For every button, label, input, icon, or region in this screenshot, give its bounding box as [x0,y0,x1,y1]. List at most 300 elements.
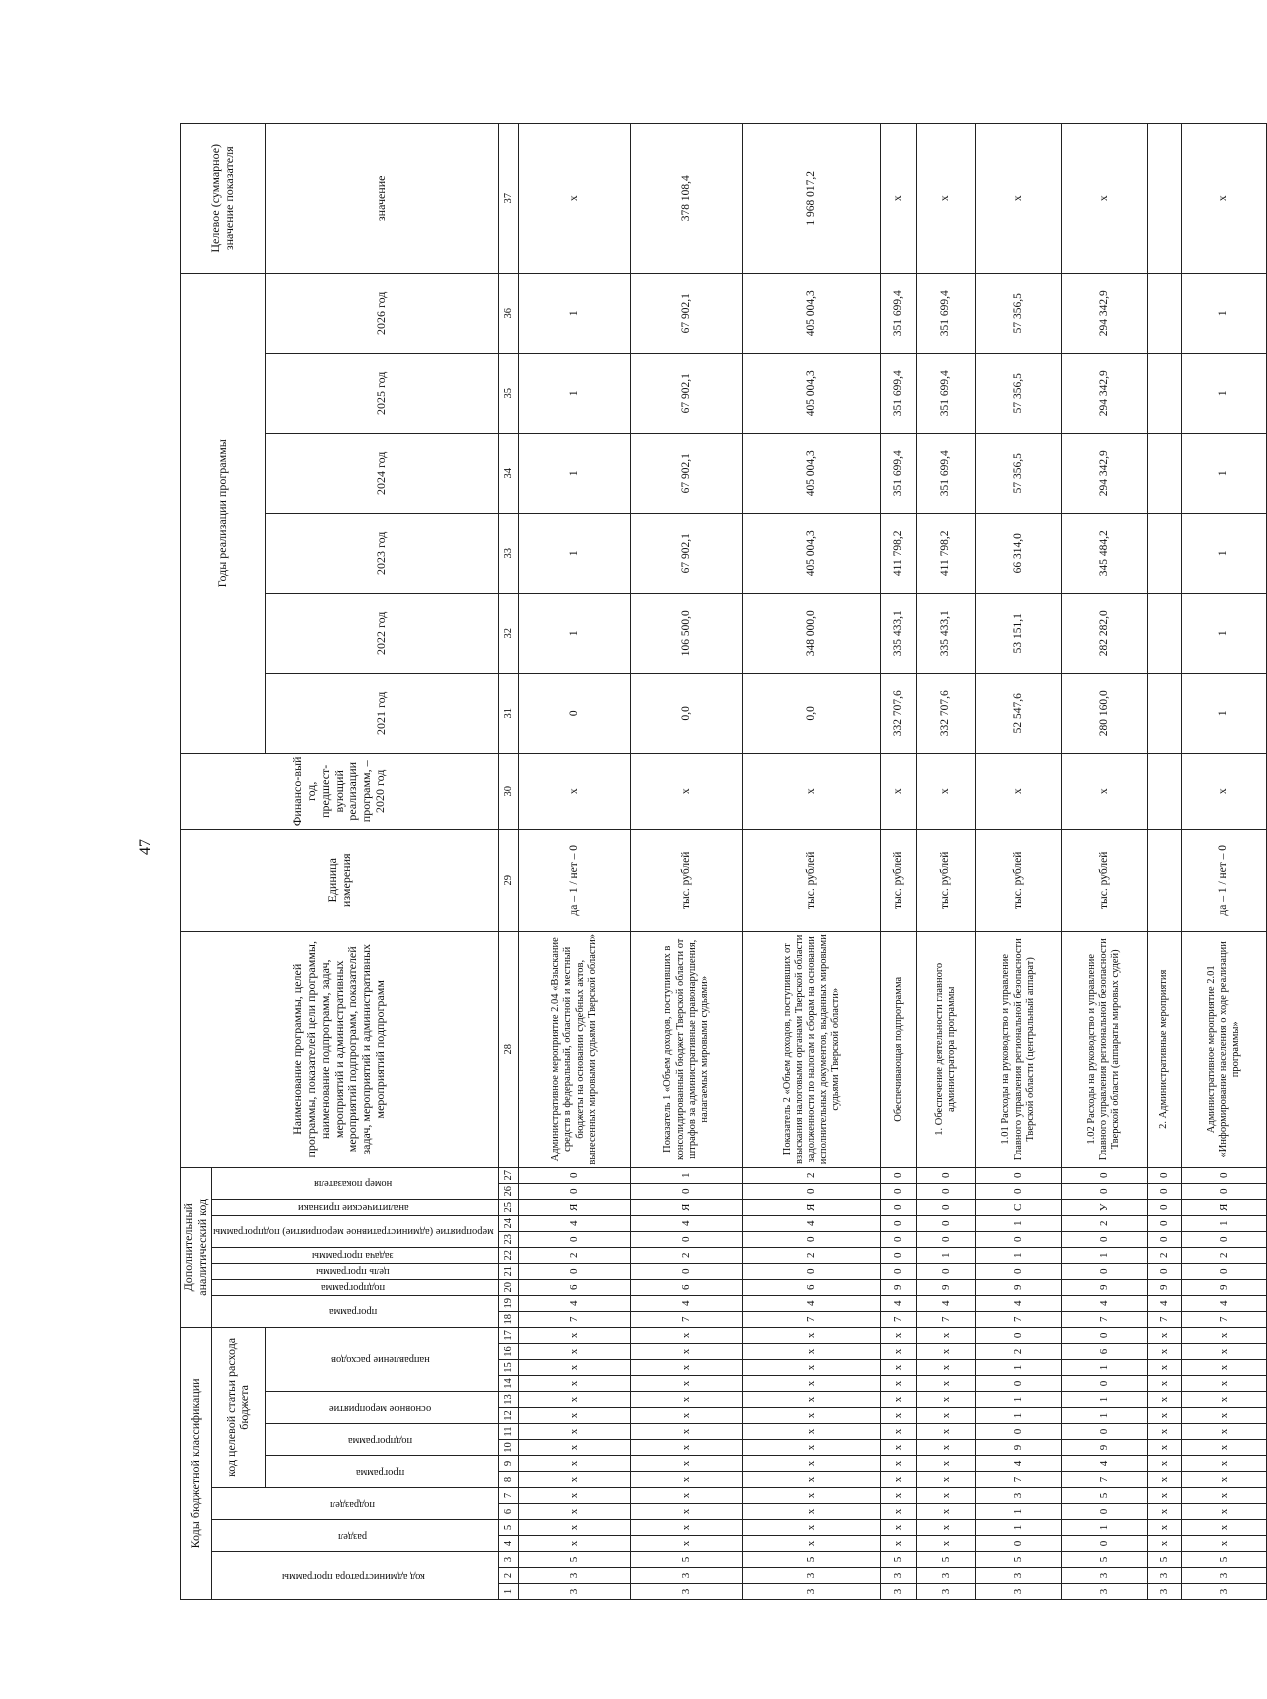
code-digit: х [743,1536,881,1552]
code-digit: 0 [1061,1327,1147,1343]
code-digit: х [881,1424,916,1440]
code-digit: 1 [976,1504,1062,1520]
row-name: Административное мероприятие 2.01 «Информирование населения о ходе реализации программы» [1181,931,1267,1167]
column-number: 22 [499,1247,519,1263]
code-digit: х [631,1360,743,1376]
code-digit: 0 [916,1167,975,1183]
column-number: 10 [499,1440,519,1456]
code-digit: х [631,1408,743,1424]
code-digit: х [519,1440,631,1456]
header-year-2023: 2023 год [266,513,499,593]
column-number: 13 [499,1392,519,1408]
column-number: 31 [499,673,519,753]
code-digit: 7 [976,1472,1062,1488]
code-digit: 7 [1147,1311,1181,1327]
code-digit: 6 [743,1279,881,1295]
code-digit: 9 [916,1279,975,1295]
code-digit: х [743,1456,881,1472]
code-digit: 0 [1061,1263,1147,1279]
header-year-2021: 2021 год [266,673,499,753]
code-digit: х [916,1344,975,1360]
row-year-value: 405 004,3 [743,513,881,593]
row-name: 1.02 Расходы на руководство и управление Главного управления региональной безопасности Тверской области (аппараты мировых судей) [1061,931,1147,1167]
code-digit: С [976,1199,1062,1215]
code-digit: х [519,1392,631,1408]
code-digit: 0 [881,1231,916,1247]
code-digit: 1 [976,1520,1062,1536]
column-number: 12 [499,1408,519,1424]
code-digit: х [916,1488,975,1504]
row-year-value: 351 699,4 [881,433,916,513]
code-digit: х [1181,1327,1267,1343]
row-target-value: х [519,123,631,273]
row-year-value: 411 798,2 [916,513,975,593]
code-digit: 0 [1147,1199,1181,1215]
code-digit: 9 [1061,1440,1147,1456]
code-digit: х [881,1504,916,1520]
code-digit: 5 [1181,1552,1267,1568]
code-digit: 1 [976,1360,1062,1376]
code-digit: 1 [1061,1392,1147,1408]
code-digit: 4 [631,1215,743,1231]
row-name: Административное мероприятие 2.04 «Взыскание средств в федеральный, областной и местный бюджеты на основании судебных актов, вынесенных мировыми судьями Тверской области» [519,931,631,1167]
row-name: 1. Обеспечение деятельности главного администратора программы [916,931,975,1167]
column-number: 17 [499,1327,519,1343]
row-year-value: 351 699,4 [881,353,916,433]
code-digit: 5 [881,1552,916,1568]
column-number: 21 [499,1263,519,1279]
code-digit: х [916,1472,975,1488]
code-digit: 0 [743,1231,881,1247]
code-digit: х [631,1456,743,1472]
header-year-2024: 2024 год [266,433,499,513]
code-digit: х [1147,1327,1181,1343]
code-digit: 0 [881,1247,916,1263]
header-admin-code: код администратора программы [211,1552,498,1600]
row-unit: тыс. рублей [881,829,916,931]
code-digit: х [1147,1344,1181,1360]
code-digit: 4 [976,1295,1062,1311]
code-digit: х [743,1376,881,1392]
code-digit: Я [519,1199,631,1215]
code-digit: х [519,1344,631,1360]
row-year-value: 1 [1181,673,1267,753]
row-year-value: 405 004,3 [743,273,881,353]
code-digit: 2 [631,1247,743,1263]
code-digit: х [631,1424,743,1440]
header-year-2026: 2026 год [266,273,499,353]
code-digit: 0 [631,1183,743,1199]
code-digit: х [916,1327,975,1343]
code-digit: х [743,1440,881,1456]
code-digit: х [631,1392,743,1408]
code-digit: 0 [1061,1376,1147,1392]
row-year-value: 67 902,1 [631,353,743,433]
code-digit: х [881,1376,916,1392]
code-digit: 1 [1061,1408,1147,1424]
code-digit: 3 [1147,1584,1181,1600]
code-digit: 0 [1181,1231,1267,1247]
code-digit: х [916,1440,975,1456]
code-digit: 7 [1061,1472,1147,1488]
code-digit: 0 [1061,1231,1147,1247]
row-year-value: 57 356,5 [976,353,1062,433]
row-year-value: 1 [1181,273,1267,353]
code-digit: 0 [976,1536,1062,1552]
code-digit: х [1181,1392,1267,1408]
code-digit: х [1147,1488,1181,1504]
code-digit: 3 [976,1584,1062,1600]
row-fin-year-value: х [976,753,1062,829]
code-digit: х [519,1424,631,1440]
row-year-value: 294 342,9 [1061,273,1147,353]
code-digit: 3 [631,1584,743,1600]
code-digit: 3 [743,1568,881,1584]
header-subsection: подраздел [211,1488,498,1520]
code-digit: х [519,1520,631,1536]
code-digit: 0 [881,1199,916,1215]
code-digit: х [916,1536,975,1552]
code-digit: 1 [1181,1215,1267,1231]
code-digit: х [631,1472,743,1488]
code-digit: х [519,1360,631,1376]
table-row [743,123,881,1599]
code-digit: х [519,1408,631,1424]
column-number: 34 [499,433,519,513]
code-digit: 0 [976,1167,1062,1183]
row-year-value: 294 342,9 [1061,433,1147,513]
row-target-value: 378 108,4 [631,123,743,273]
row-year-value: 411 798,2 [881,513,916,593]
row-year-value: 66 314,0 [976,513,1062,593]
table-body [499,123,1267,1599]
row-target-value: х [1061,123,1147,273]
code-digit: 6 [519,1279,631,1295]
row-fin-year-value: х [881,753,916,829]
code-digit: 3 [1147,1568,1181,1584]
code-digit: 0 [519,1231,631,1247]
code-digit: 7 [743,1311,881,1327]
row-year-value: 345 484,2 [1061,513,1147,593]
code-digit: х [631,1344,743,1360]
table-row [1181,123,1267,1599]
code-digit: 0 [916,1215,975,1231]
column-number: 3 [499,1552,519,1568]
row-target-value: х [976,123,1062,273]
header-target-group: Целевое (суммарное) значение показателя [181,123,266,273]
code-digit: 0 [916,1231,975,1247]
code-digit: х [631,1376,743,1392]
row-year-value: 351 699,4 [916,273,975,353]
code-digit: 2 [1147,1247,1181,1263]
column-number-row [499,123,519,1599]
row-unit: да – 1 / нет – 0 [519,829,631,931]
code-digit: х [1147,1440,1181,1456]
code-digit: 1 [976,1215,1062,1231]
code-digit: х [1181,1488,1267,1504]
code-digit: х [519,1504,631,1520]
code-digit: х [1147,1424,1181,1440]
column-number: 15 [499,1360,519,1376]
row-name: Показатель 1 «Объем доходов, поступивших в консолидированный бюджет Тверской области от штрафов за административные правонарушения, налагаемых мировыми судьями» [631,931,743,1167]
code-digit: х [743,1424,881,1440]
row-target-value: 1 968 017,2 [743,123,881,273]
code-digit: х [1147,1456,1181,1472]
code-digit: 3 [976,1488,1062,1504]
code-digit: 5 [631,1552,743,1568]
budget-program-table [180,123,1267,1600]
code-digit: 0 [881,1183,916,1199]
code-digit: 2 [743,1167,881,1183]
code-digit: х [519,1488,631,1504]
header-year-2025: 2025 год [266,353,499,433]
code-digit: 3 [881,1584,916,1600]
code-digit: 0 [916,1263,975,1279]
table-row [916,123,975,1599]
row-year-value: 0 [519,673,631,753]
code-digit: х [1181,1408,1267,1424]
code-digit: 0 [1147,1167,1181,1183]
code-digit: х [881,1408,916,1424]
row-target-value: х [1181,123,1267,273]
code-digit: 9 [881,1279,916,1295]
code-digit: х [519,1327,631,1343]
row-year-value: 1 [519,593,631,673]
code-digit: 2 [1181,1247,1267,1263]
code-digit: х [1147,1472,1181,1488]
row-year-value: 335 433,1 [881,593,916,673]
code-digit: 3 [1181,1584,1267,1600]
row-year-value: 1 [519,433,631,513]
header-program: программа [266,1456,499,1488]
header-dac-subprogram: подпрограмма [211,1279,498,1295]
row-year-value: 1 [519,273,631,353]
code-digit: 0 [916,1183,975,1199]
column-number: 16 [499,1344,519,1360]
code-digit: 7 [1061,1311,1147,1327]
column-number: 9 [499,1456,519,1472]
code-digit: 1 [916,1247,975,1263]
code-digit: х [916,1456,975,1472]
code-digit: 1 [976,1408,1062,1424]
row-unit: тыс. рублей [743,829,881,931]
row-year-value: 1 [1181,433,1267,513]
row-year-value: 348 000,0 [743,593,881,673]
code-digit: 0 [519,1263,631,1279]
code-digit: 3 [976,1568,1062,1584]
code-digit: х [1181,1536,1267,1552]
code-digit: 5 [1147,1552,1181,1568]
code-digit: 7 [519,1311,631,1327]
row-unit: тыс. рублей [1061,829,1147,931]
code-digit: х [881,1488,916,1504]
row-fin-year-value: х [631,753,743,829]
code-digit: х [1147,1408,1181,1424]
code-digit: х [743,1504,881,1520]
row-year-value: 335 433,1 [916,593,975,673]
code-digit: 5 [1061,1552,1147,1568]
row-fin-year-value: х [519,753,631,829]
code-digit: 7 [1181,1311,1267,1327]
code-digit: х [881,1536,916,1552]
code-digit: х [631,1440,743,1456]
row-unit: тыс. рублей [976,829,1062,931]
page-number: 47 [137,839,154,855]
row-name: Обеспечивающая подпрограмма [881,931,916,1167]
code-digit: 0 [519,1183,631,1199]
code-digit: 0 [1147,1231,1181,1247]
header-analytic-sign: аналитические признаки [211,1199,498,1215]
column-number: 4 [499,1536,519,1552]
code-digit: 4 [976,1456,1062,1472]
code-digit: 7 [881,1311,916,1327]
code-digit: 4 [743,1215,881,1231]
row-target-value [1147,123,1181,273]
code-digit: х [1181,1456,1267,1472]
code-digit: х [743,1360,881,1376]
row-name: Показатель 2 «Объем доходов, поступивших от взыскания налоговыми органами Тверской области задолженности по налогам и сборам на основании исполнительных документов, выданных мировыми судьями Тверской области» [743,931,881,1167]
code-digit: 0 [1061,1183,1147,1199]
column-number: 1 [499,1584,519,1600]
row-year-value: 57 356,5 [976,273,1062,353]
code-digit: 3 [916,1568,975,1584]
code-digit: х [1181,1520,1267,1536]
code-digit: 3 [631,1568,743,1584]
code-digit: х [1181,1376,1267,1392]
column-number: 35 [499,353,519,433]
code-digit: 7 [631,1311,743,1327]
code-digit: х [743,1472,881,1488]
code-digit: 3 [1061,1568,1147,1584]
code-digit: 5 [1061,1488,1147,1504]
row-year-value: 57 356,5 [976,433,1062,513]
code-digit: х [1181,1440,1267,1456]
code-digit: 1 [1061,1247,1147,1263]
code-digit: х [1181,1424,1267,1440]
code-digit: 4 [1061,1456,1147,1472]
row-year-value: 1 [519,353,631,433]
table-row [976,123,1062,1599]
code-digit: х [743,1408,881,1424]
code-digit: 3 [1181,1568,1267,1584]
row-target-value: х [881,123,916,273]
column-number: 11 [499,1424,519,1440]
code-digit: 3 [519,1584,631,1600]
column-number: 27 [499,1167,519,1183]
code-digit: 5 [519,1552,631,1568]
column-number: 33 [499,513,519,593]
code-digit: х [916,1360,975,1376]
code-digit: х [916,1424,975,1440]
code-digit: 1 [976,1392,1062,1408]
header-subprogram: подпрограмма [266,1424,499,1456]
header-section: раздел [211,1520,498,1552]
row-fin-year-value [1147,753,1181,829]
code-digit: х [631,1520,743,1536]
header-name: Наименование программы, целей программы, показателей цели программы, наименование подпрограмм, задач, мероприятий и административных мероприятий подпрограмм, показателей задач, мероприятий и административных мероприятий подпрограмм [181,931,499,1167]
row-year-value: 1 [1181,593,1267,673]
code-digit: 5 [916,1552,975,1568]
code-digit: х [631,1488,743,1504]
code-digit: 5 [976,1552,1062,1568]
row-target-value: х [916,123,975,273]
code-digit: 2 [976,1344,1062,1360]
header-expense-direction: направление расходов [266,1327,499,1391]
code-digit: х [1181,1472,1267,1488]
code-digit: х [519,1376,631,1392]
code-digit: 9 [1181,1279,1267,1295]
code-digit: 4 [519,1295,631,1311]
code-digit: 1 [631,1167,743,1183]
header-program-goal: цель программы [211,1263,498,1279]
code-digit: х [916,1520,975,1536]
header-indicator-no: номер показателя [211,1167,498,1199]
column-number: 5 [499,1520,519,1536]
row-unit [1147,829,1181,931]
code-digit: 9 [1061,1279,1147,1295]
table-row [519,123,631,1599]
code-digit: 0 [1061,1167,1147,1183]
code-digit: 0 [881,1263,916,1279]
code-digit: 0 [1061,1504,1147,1520]
code-digit: х [881,1327,916,1343]
column-number: 30 [499,753,519,829]
code-digit: 0 [1181,1263,1267,1279]
code-digit: х [1181,1504,1267,1520]
code-digit: 1 [1061,1520,1147,1536]
code-digit: х [1181,1360,1267,1376]
code-digit: 3 [881,1568,916,1584]
code-digit: х [1147,1504,1181,1520]
code-digit: 0 [916,1199,975,1215]
row-year-value: 52 547,6 [976,673,1062,753]
code-digit: 0 [976,1183,1062,1199]
row-year-value: 67 902,1 [631,513,743,593]
code-digit: 0 [1147,1183,1181,1199]
code-digit: 1 [1061,1360,1147,1376]
code-digit: 4 [881,1295,916,1311]
code-digit: 0 [631,1231,743,1247]
code-digit: х [881,1472,916,1488]
code-digit: 3 [743,1584,881,1600]
column-number: 29 [499,829,519,931]
code-digit: 0 [976,1231,1062,1247]
code-digit: 0 [1061,1424,1147,1440]
table-row [1147,123,1181,1599]
column-number: 26 [499,1183,519,1199]
row-fin-year-value: х [743,753,881,829]
code-digit: 9 [976,1279,1062,1295]
rotated-table-wrapper [180,124,1242,1600]
code-digit: 4 [916,1295,975,1311]
code-digit: 0 [631,1263,743,1279]
row-year-value: 1 [1181,513,1267,593]
code-digit: 6 [631,1279,743,1295]
header-target-value: значение [266,123,499,273]
code-digit: 2 [519,1247,631,1263]
table-row [881,123,916,1599]
code-digit: 4 [743,1295,881,1311]
code-digit: х [881,1360,916,1376]
header-main-activity: основное мероприятие [266,1392,499,1424]
code-digit: х [519,1456,631,1472]
code-digit: х [519,1536,631,1552]
row-year-value [1147,353,1181,433]
row-year-value: 1 [519,513,631,593]
code-digit: 0 [976,1376,1062,1392]
code-digit: х [1147,1536,1181,1552]
code-digit: 0 [743,1263,881,1279]
